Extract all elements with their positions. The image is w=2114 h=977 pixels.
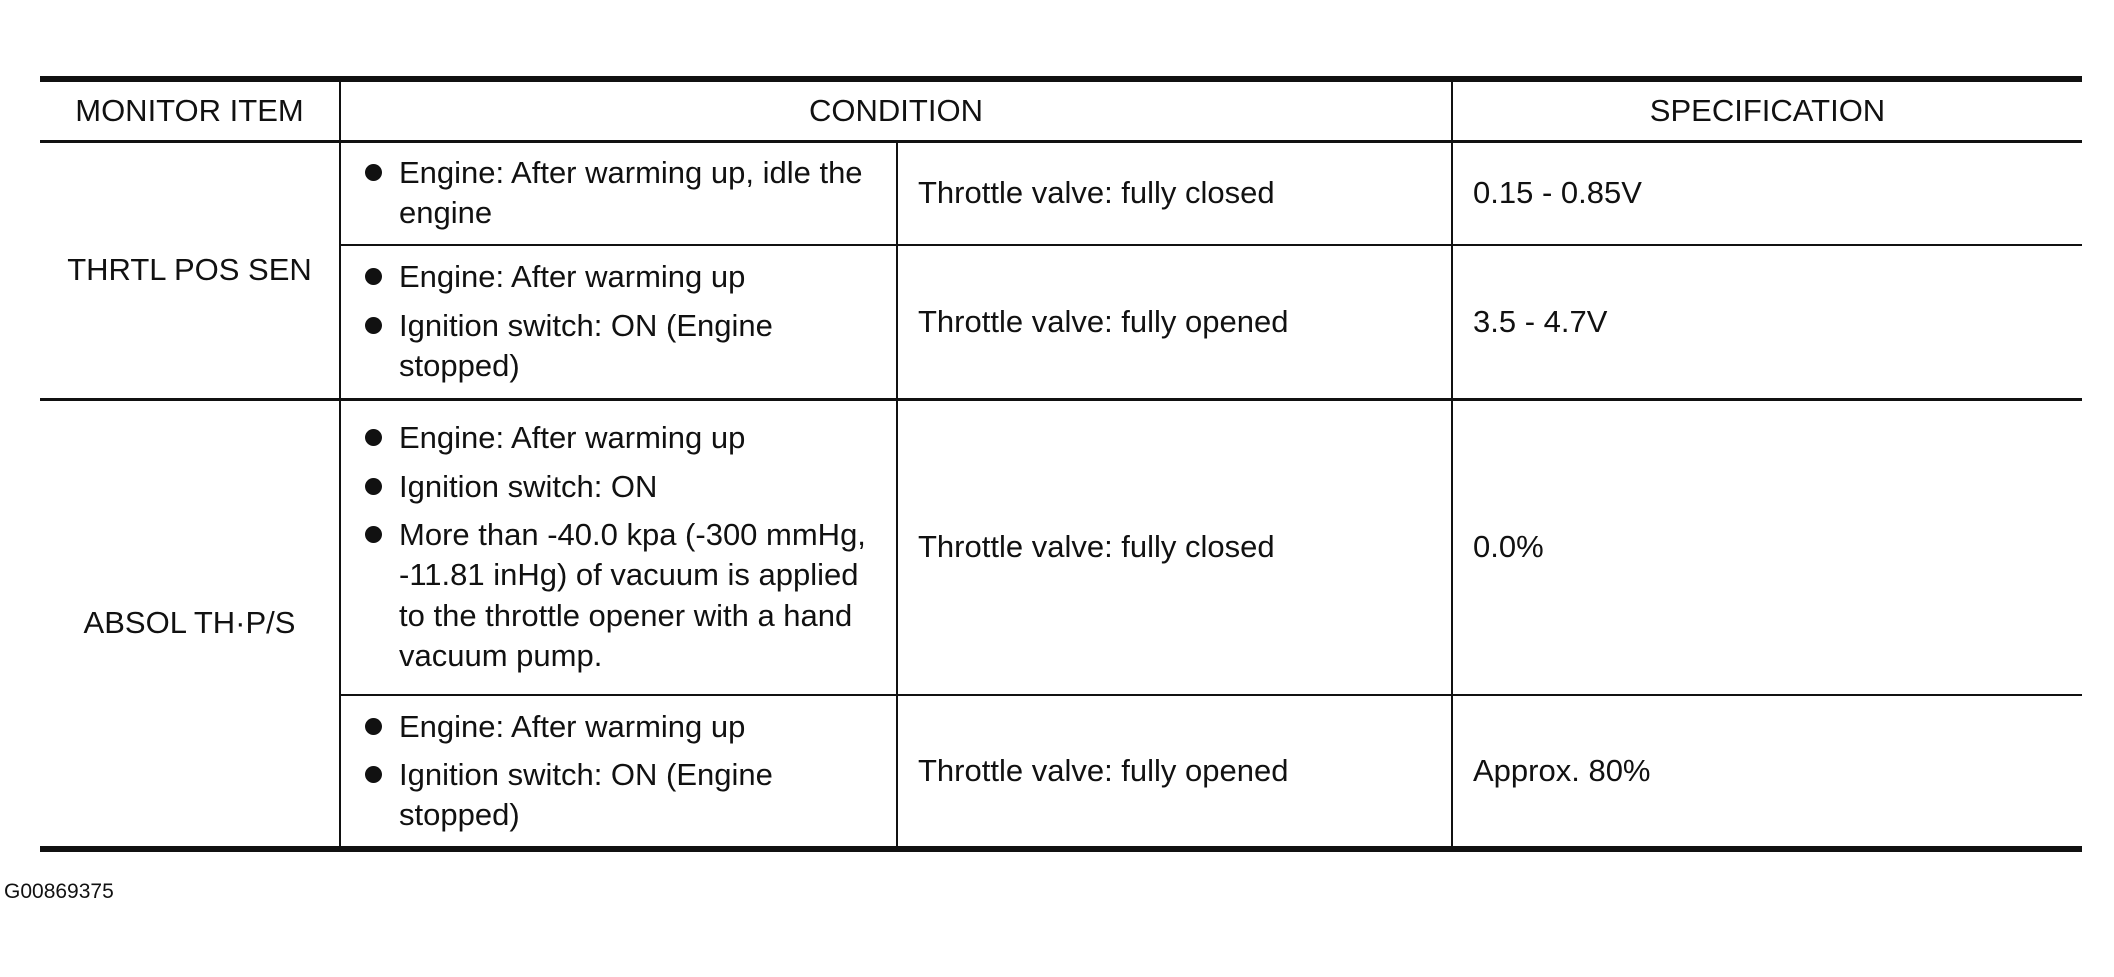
specification-cell: Approx. 80% [1452,695,2082,849]
throttle-condition-cell: Throttle valve: fully opened [897,695,1452,849]
condition-cell [340,399,897,695]
condition-list [361,418,876,676]
figure-id: G00869375 [4,880,114,903]
header-specification: SPECIFICATION [1452,79,2082,141]
condition-bullet: Ignition switch: ON (Engine stopped) [361,306,876,387]
table-row [40,399,2082,695]
header-monitor-item: MONITOR ITEM [75,92,304,128]
header-condition: CONDITION [340,79,1452,141]
table-row [40,141,2082,245]
condition-bullet: Engine: After warming up, idle the engine [361,153,876,234]
condition-cell [340,695,897,849]
monitor-item-cell: ABSOL TH·P/S [83,605,296,641]
specification-cell: 0.0% [1452,399,2082,695]
table-header-row [40,79,2082,141]
table-row [40,245,2082,399]
monitor-item-cell: THRTL POS SEN [67,251,312,287]
condition-cell [340,245,897,399]
condition-bullet: Ignition switch: ON (Engine stopped) [361,755,876,836]
specification-cell: 0.15 - 0.85V [1452,141,2082,245]
specification-cell: 3.5 - 4.7V [1452,245,2082,399]
condition-bullet: Ignition switch: ON [361,467,876,507]
condition-cell [340,141,897,245]
throttle-condition-cell: Throttle valve: fully closed [897,141,1452,245]
condition-list [361,707,876,836]
condition-bullet: More than -40.0 kpa (-300 mmHg, -11.81 inHg) of vacuum is applied to the throttle opener with a hand vacuum pump. [361,515,876,676]
monitor-spec-table [40,76,2082,852]
throttle-condition-cell: Throttle valve: fully closed [897,399,1452,695]
table-row [40,695,2082,849]
condition-bullet: Engine: After warming up [361,257,876,297]
condition-bullet: Engine: After warming up [361,418,876,458]
condition-list [361,153,876,234]
throttle-condition-cell: Throttle valve: fully opened [897,245,1452,399]
condition-bullet: Engine: After warming up [361,707,876,747]
condition-list [361,257,876,386]
